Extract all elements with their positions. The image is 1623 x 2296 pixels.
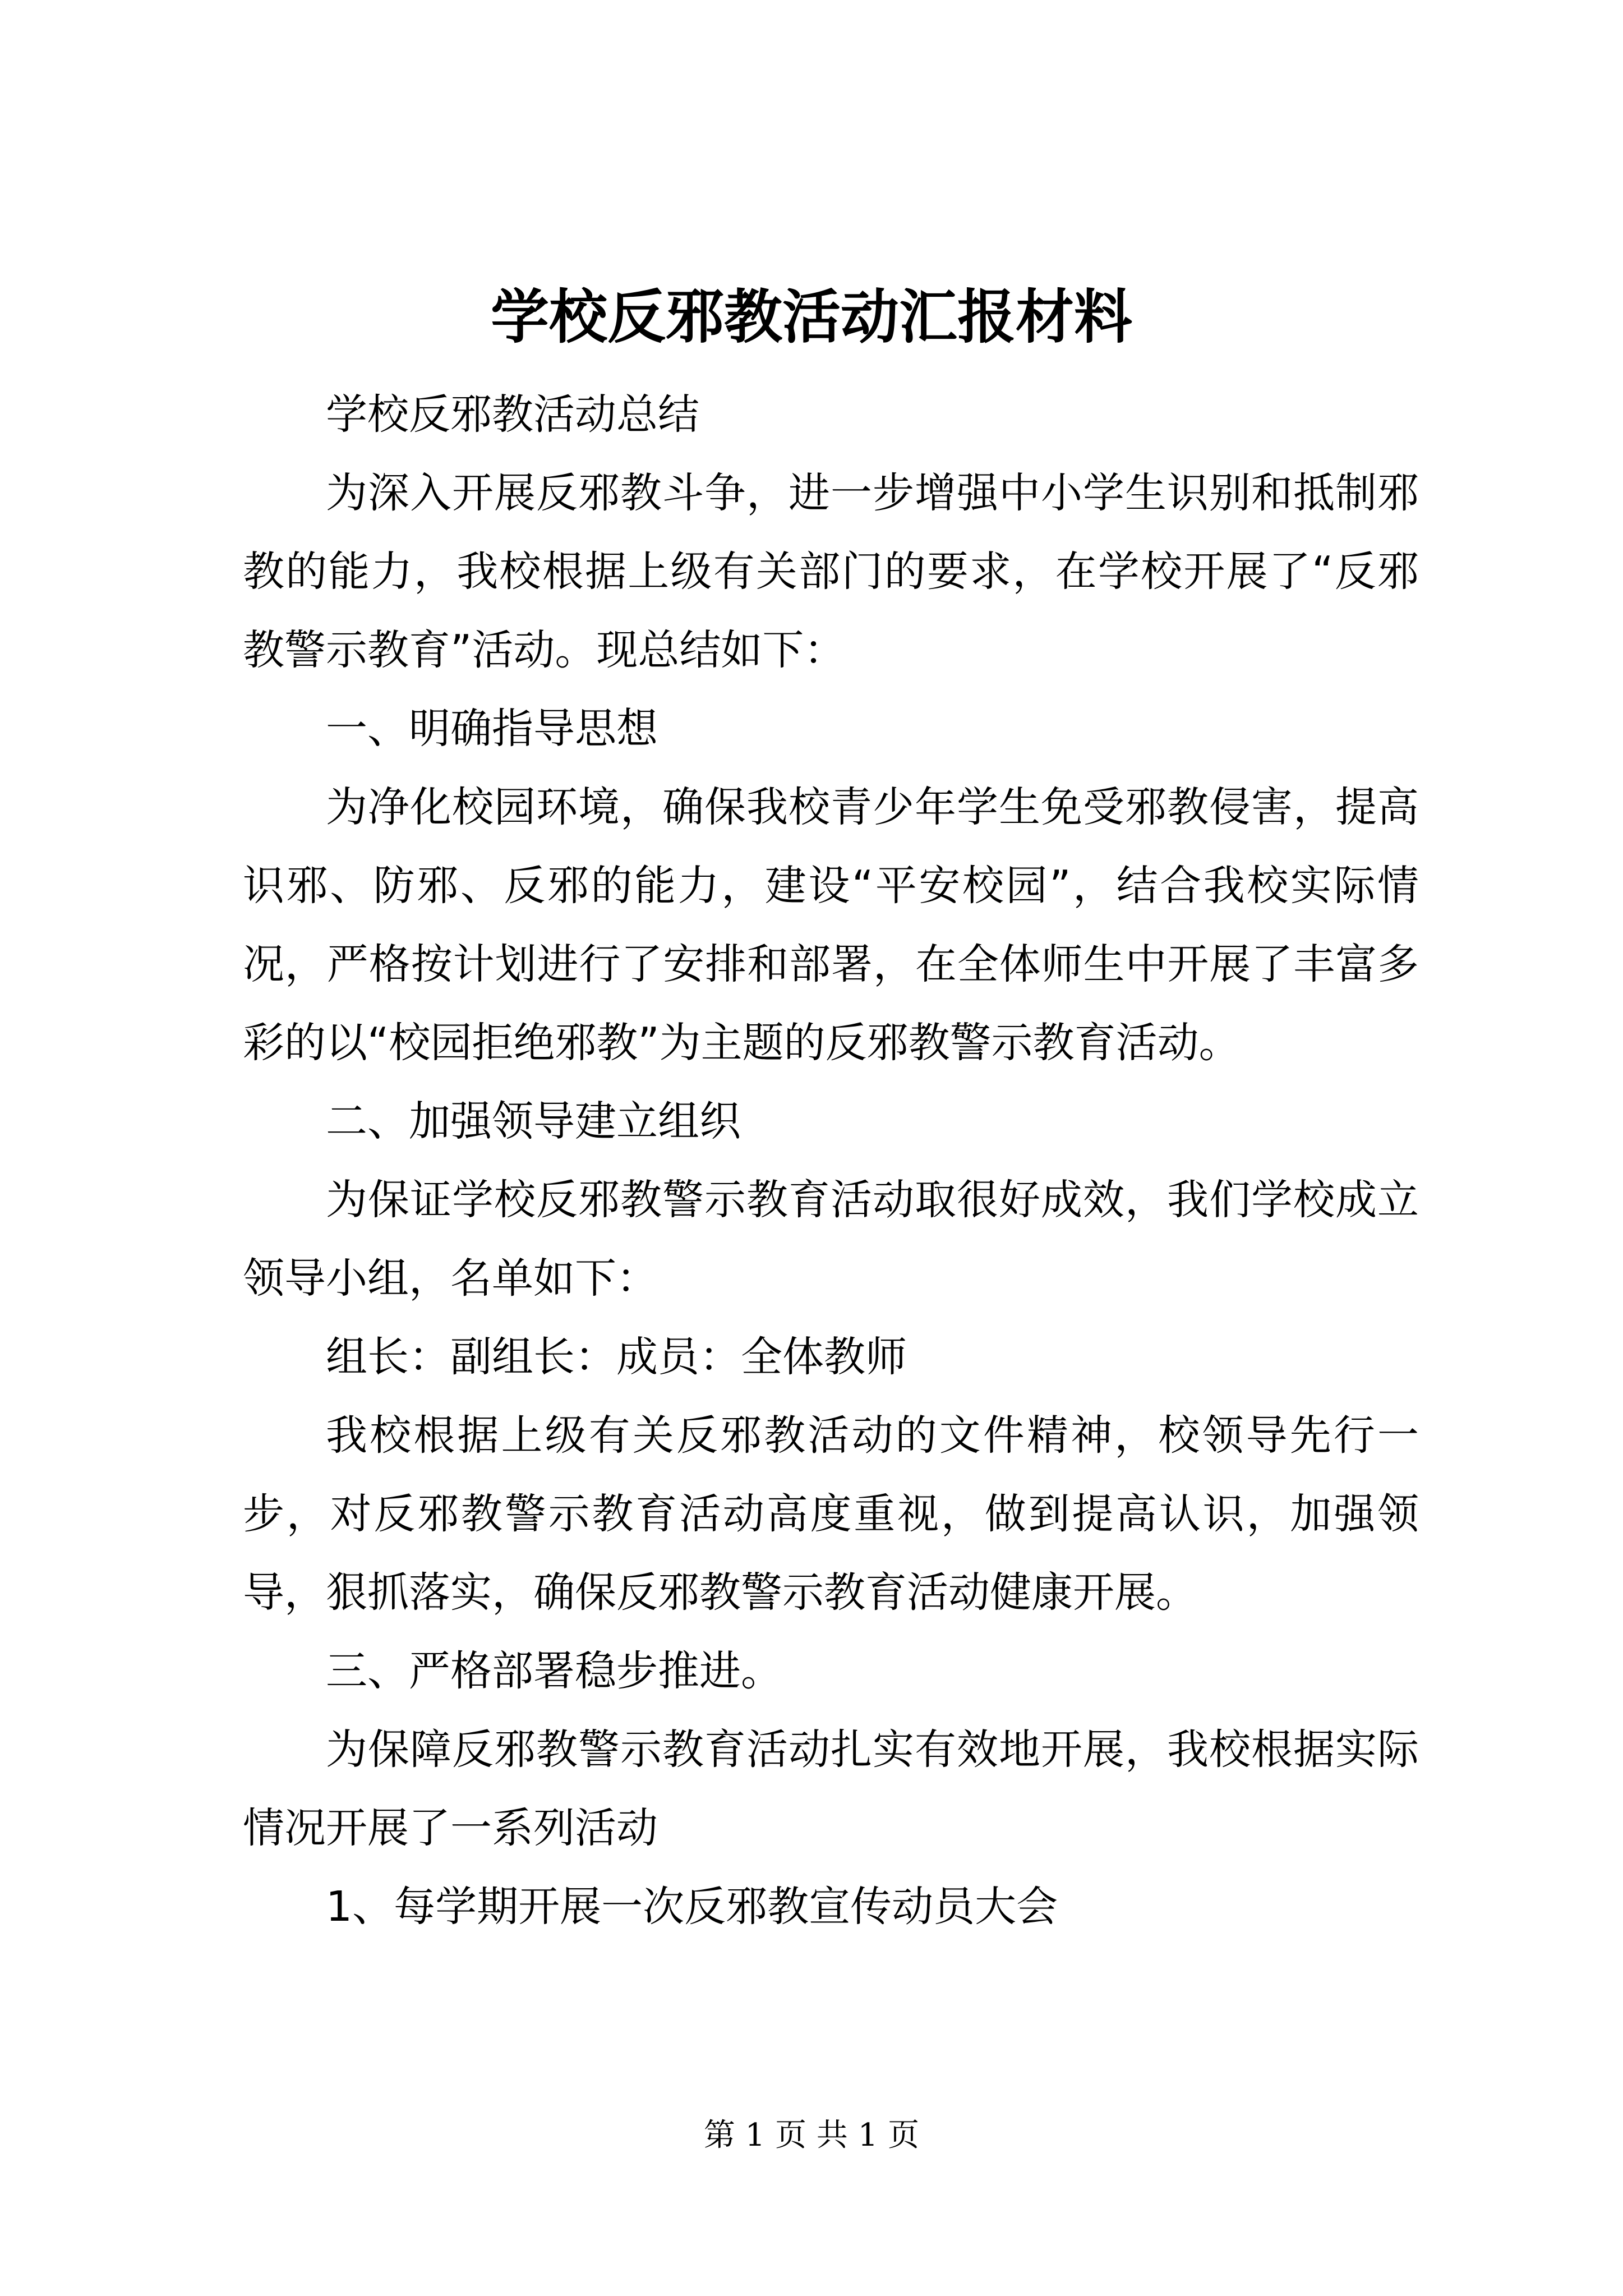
section-heading: 二、加强领导建立组织: [326, 1097, 741, 1145]
paragraph: 为深入开展反邪教斗争，进一步增强中小学生识别和抵制邪教的能力，我校根据上级有关部门的要求，在学校开展了“反邪教警示教育”活动。现总结如下：: [243, 469, 1419, 674]
paragraph: 为保障反邪教警示教育活动扎实有效地开展，我校根据实际情况开展了一系列活动: [243, 1726, 1419, 1852]
document-body: [243, 375, 1419, 1946]
page-footer: 第 1 页 共 1 页: [703, 2117, 920, 2154]
document-title: 学校反邪教活动汇报材料: [490, 282, 1132, 351]
section-heading: 三、严格部署稳步推进。: [326, 1647, 782, 1695]
section-heading: 一、明确指导思想: [326, 705, 658, 753]
paragraph: 组长：副组长：成员：全体教师: [326, 1333, 907, 1381]
paragraph: 我校根据上级有关反邪教活动的文件精神，校领导先行一步，对反邪教警示教育活动高度重视，做到提高认识，加强领导，狠抓落实，确保反邪教警示教育活动健康开展。: [243, 1411, 1419, 1617]
list-item: 1、每学期开展一次反邪教宣传动员大会: [326, 1883, 1058, 1931]
paragraph: 学校反邪教活动总结: [326, 390, 699, 439]
paragraph: 为净化校园环境，确保我校青少年学生免受邪教侵害，提高识邪、防邪、反邪的能力，建设“平安校园”，结合我校实际情况，严格按计划进行了安排和部署，在全体师生中开展了丰富多彩的以“校园拒绝邪教”为主题的反邪教警示教育活动。: [243, 783, 1419, 1067]
paragraph: 为保证学校反邪教警示教育活动取很好成效，我们学校成立领导小组，名单如下：: [243, 1176, 1419, 1303]
